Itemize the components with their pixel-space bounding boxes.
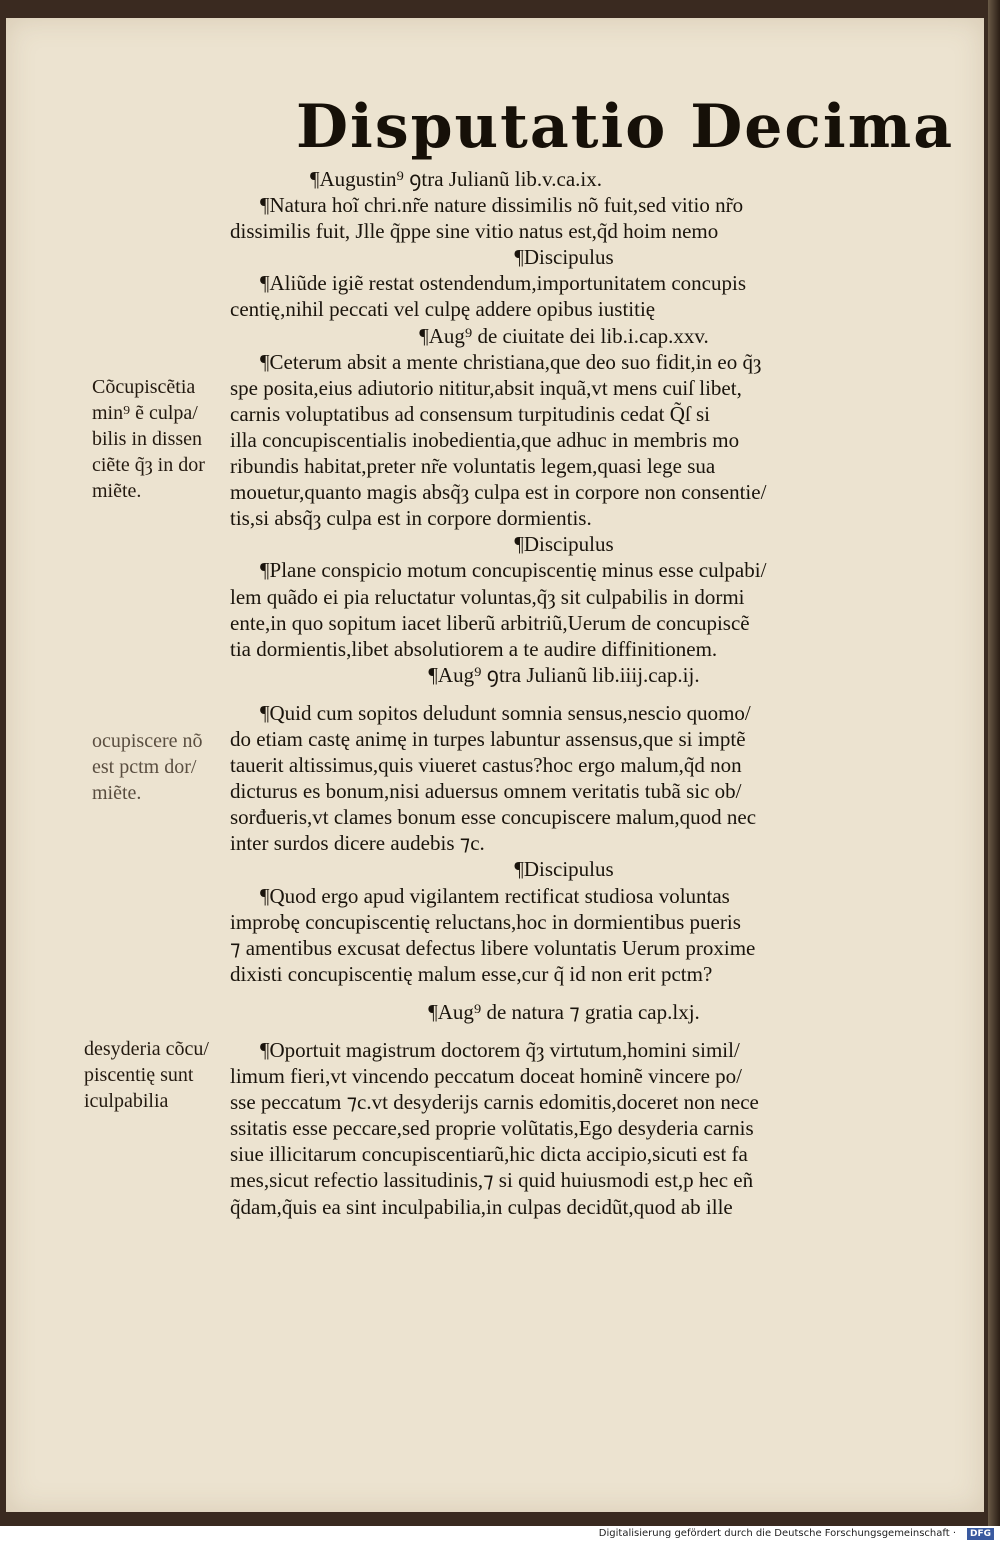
margin-note xyxy=(92,374,205,504)
text-line: ente,in quo sopitum iacet liberũ arbitriũ,Uerum de concupiscẽ xyxy=(230,610,750,635)
margin-note-line: min⁹ ẽ culpa/ xyxy=(92,402,198,424)
text-line: ⁊ amentibus excusat defectus libere voluntatis Uerum proxime xyxy=(230,935,756,960)
margin-note-line: est pctm dor/ xyxy=(92,756,197,778)
text-line: tis,si absq̃ȝ culpa est in corpore dormientis. xyxy=(230,506,592,531)
margin-note-line: miẽte. xyxy=(92,480,142,502)
text-line: ¶Quid cum sopitos deludunt somnia sensus,nescio quomo/ xyxy=(260,700,751,725)
text-line: dissimilis fuit, Jlle q̃ppe sine vitio natus est,q̃d hoim nemo xyxy=(230,219,719,244)
text-line: illa concupiscentialis inobedientia,que adhuc in membris mo xyxy=(230,427,740,452)
text-line: ssitatis esse peccare,sed proprie volũtatis,Ego desyderia carnis xyxy=(230,1116,754,1141)
text-line: ¶Augustin⁹ ꝯtra Julianũ lib.v.ca.ix. xyxy=(310,167,603,191)
text-line: ¶Aug⁹ de natura ⁊ gratia cap.lxj. xyxy=(428,999,700,1024)
dfg-logo: DFG xyxy=(967,1528,994,1540)
text-line: inter surdos dicere audebis ⁊c. xyxy=(230,831,485,856)
main-text-block xyxy=(230,166,898,1220)
text-line: ribundis habitat,preter nr̃e voluntatis legem,quasi lege sua xyxy=(230,454,716,479)
text-line: ¶Aug⁹ ꝯtra Julianũ lib.iiij.cap.ij. xyxy=(428,662,700,687)
text-line: ¶Oportuit magistrum doctorem q̃ȝ virtutum,homini simil/ xyxy=(260,1038,740,1062)
text-line: improbę concupiscentię reluctans,hoc in dormientibus pueris xyxy=(230,909,741,934)
book-edge xyxy=(988,0,1000,1526)
margin-note-line: Cõcupiscẽtia xyxy=(92,376,196,398)
text-line: spe posita,eius adiutorio nititur,absit inquã,vt mens cuiſ libet, xyxy=(230,375,742,400)
text-line: ¶Discipulus xyxy=(514,857,614,882)
footer-credit: Digitalisierung gefördert durch die Deutsche Forschungsgemeinschaft · xyxy=(598,1528,956,1539)
margin-note-line: bilis in dissen xyxy=(92,428,203,450)
margin-note-line: desyderia cõcu/ xyxy=(84,1038,209,1060)
text-line: carnis voluptatibus ad consensum turpitudinis cedat Q̃ſ si xyxy=(230,401,711,426)
text-line: tauerit altissimus,quis viueret castus?hoc ergo malum,q̃d non xyxy=(230,753,742,778)
margin-note-line: piscentię sunt xyxy=(84,1064,194,1086)
text-line: ¶Ceterum absit a mente christiana,que deo suo fidit,in eo q̃ȝ xyxy=(260,349,762,374)
text-line: ¶Quod ergo apud vigilantem rectificat studiosa voluntas xyxy=(260,883,730,908)
margin-note-line: ocupiscere nõ xyxy=(92,730,203,752)
text-line: ¶Aug⁹ de ciuitate dei lib.i.cap.xxv. xyxy=(419,323,709,348)
text-line: siue illicitarum concupiscentiarũ,hic dicta accipio,sicuti est fa xyxy=(230,1142,748,1167)
text-line: do etiam castę animę in turpes labuntur assensus,que si imptẽ xyxy=(230,726,746,751)
text-line: ¶Discipulus xyxy=(514,245,614,270)
margin-note xyxy=(92,728,203,806)
text-line: tia dormientis,libet absolutiorem a te audire diffinitionem. xyxy=(230,636,718,661)
text-line: dixisti concupiscentię malum esse,cur q̃ id non erit pctm? xyxy=(230,961,713,986)
text-line: mouetur,quanto magis absq̃ȝ culpa est in corpore non consentie/ xyxy=(230,480,767,505)
text-line: ¶Plane conspicio motum concupiscentię minus esse culpabi/ xyxy=(260,558,767,583)
margin-note-line: iculpabilia xyxy=(84,1090,169,1112)
text-line: limum fieri,vt vincendo peccatum doceat hominẽ vincere po/ xyxy=(230,1064,742,1089)
text-line: mes,sicut refectio lassitudinis,⁊ si quid huiusmodi est,p hec eñ xyxy=(230,1168,754,1193)
margin-note-line: ciẽte q̃ȝ in dor xyxy=(92,454,205,476)
text-line: ¶Natura hoĩ chri.nr̃e nature dissimilis nõ fuit,sed vitio nr̃o xyxy=(260,193,744,218)
text-line: q̃dam,q̃uis ea sint inculpabilia,in culpas decidũt,quod ab ille xyxy=(230,1194,733,1219)
margin-note-line: miẽte. xyxy=(92,782,142,804)
text-line: centię,nihil peccati vel culpę addere opibus iustitię xyxy=(230,297,656,322)
text-line: dicturus es bonum,nisi aduersus omnem veritatis tubã sic ob/ xyxy=(230,779,742,804)
text-line: ¶Aliũde igiẽ restat ostendendum,importunitatem concupis xyxy=(260,271,746,296)
margin-note xyxy=(84,1036,209,1114)
text-line: sorđueris,vt clames bonum esse concupiscere malum,quod nec xyxy=(230,805,757,830)
text-line: lem quãdo ei pia reluctatur voluntas,q̃ȝ sit culpabilis in dormi xyxy=(230,584,745,609)
page-heading: Disputatio Decima xyxy=(296,92,955,162)
text-line: sse peccatum ⁊c.vt desyderijs carnis edomitis,doceret non nece xyxy=(230,1090,759,1115)
text-line: ¶Discipulus xyxy=(514,532,614,557)
